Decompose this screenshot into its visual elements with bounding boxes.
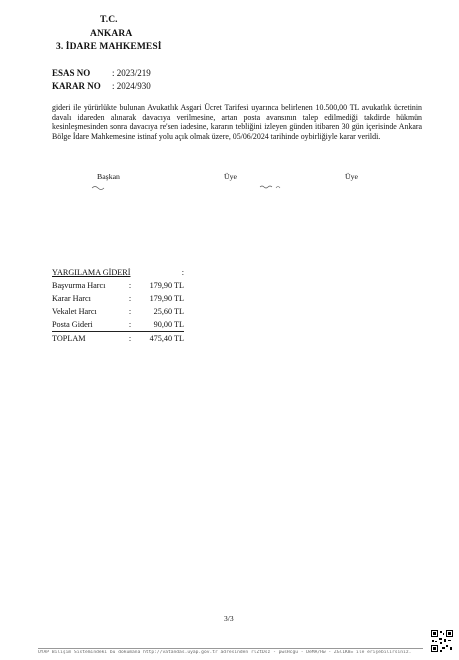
cost-colon: :: [128, 307, 132, 316]
signature-scribbles: [90, 184, 390, 190]
header-country: T.C.: [100, 15, 118, 25]
costs-table: [52, 266, 184, 345]
cost-label: Posta Gideri: [52, 320, 93, 329]
total-colon: :: [124, 332, 136, 346]
cost-amount: 179,90 TL: [149, 281, 184, 290]
header-court: 3. İDARE MAHKEMESİ: [56, 42, 162, 52]
total-label: TOPLAM: [52, 332, 124, 346]
qr-code-icon: [430, 629, 454, 653]
cost-amount: 179,90 TL: [149, 294, 184, 303]
esas-label: ESAS NO: [52, 68, 91, 78]
signature-member-1: Üye: [224, 172, 237, 181]
table-row: [52, 318, 184, 332]
cost-amount: 25,60 TL: [153, 307, 184, 316]
cost-colon: :: [128, 320, 132, 329]
cost-colon: :: [128, 281, 132, 290]
cost-label: Karar Harcı: [52, 294, 91, 303]
cost-colon: :: [128, 294, 132, 303]
table-row: [52, 292, 184, 305]
esas-value: : 2023/219: [112, 68, 151, 78]
signature-chair: Başkan: [97, 172, 120, 181]
page-number: 3/3: [224, 614, 234, 623]
cost-amount: 90,00 TL: [153, 320, 184, 329]
signature-member-2: Üye: [345, 172, 358, 181]
footer-divider: [38, 648, 423, 649]
cost-label: Vekalet Harcı: [52, 307, 97, 316]
table-row: [52, 305, 184, 318]
header-city: ANKARA: [90, 29, 133, 39]
total-amount: 475,40 TL: [136, 332, 184, 346]
costs-title-colon: :: [181, 268, 184, 277]
total-row: [52, 332, 184, 346]
cost-label: Başvurma Harcı: [52, 281, 106, 290]
karar-label: KARAR NO: [52, 81, 101, 91]
karar-value: : 2024/930: [112, 81, 151, 91]
table-row: [52, 279, 184, 292]
verification-text: UYAP Bilişim Sistemindeki bu dokümana http://vatandas.uyap.gov.tr adresinden rlZtDsz - pwsHcgu - DeMA/Hw - ZGl1K8= ile erişebilirsiniz.: [38, 650, 412, 655]
costs-title: YARGILAMA GİDERİ: [52, 268, 131, 277]
decision-paragraph: gideri ile yürürlükte bulunan Avukatlık Asgari Ücret Tarifesi uyarınca belirlenen 10.500,00 TL avukatlık ücretinin davalı idareden alınarak davacıya verilmesine, artan posta avansının talep edilmediği takdirde hükmün kesinleşmesinden sonra davacıya re'sen iadesine, kararın tebliğini izleyen günden itibaren 30 gün içerisinde Ankara Bölge İdare Mahkemesine istinaf yolu açık olmak üzere, 05/06/2024 tarihinde oybirliğiyle karar verildi.: [52, 103, 422, 141]
